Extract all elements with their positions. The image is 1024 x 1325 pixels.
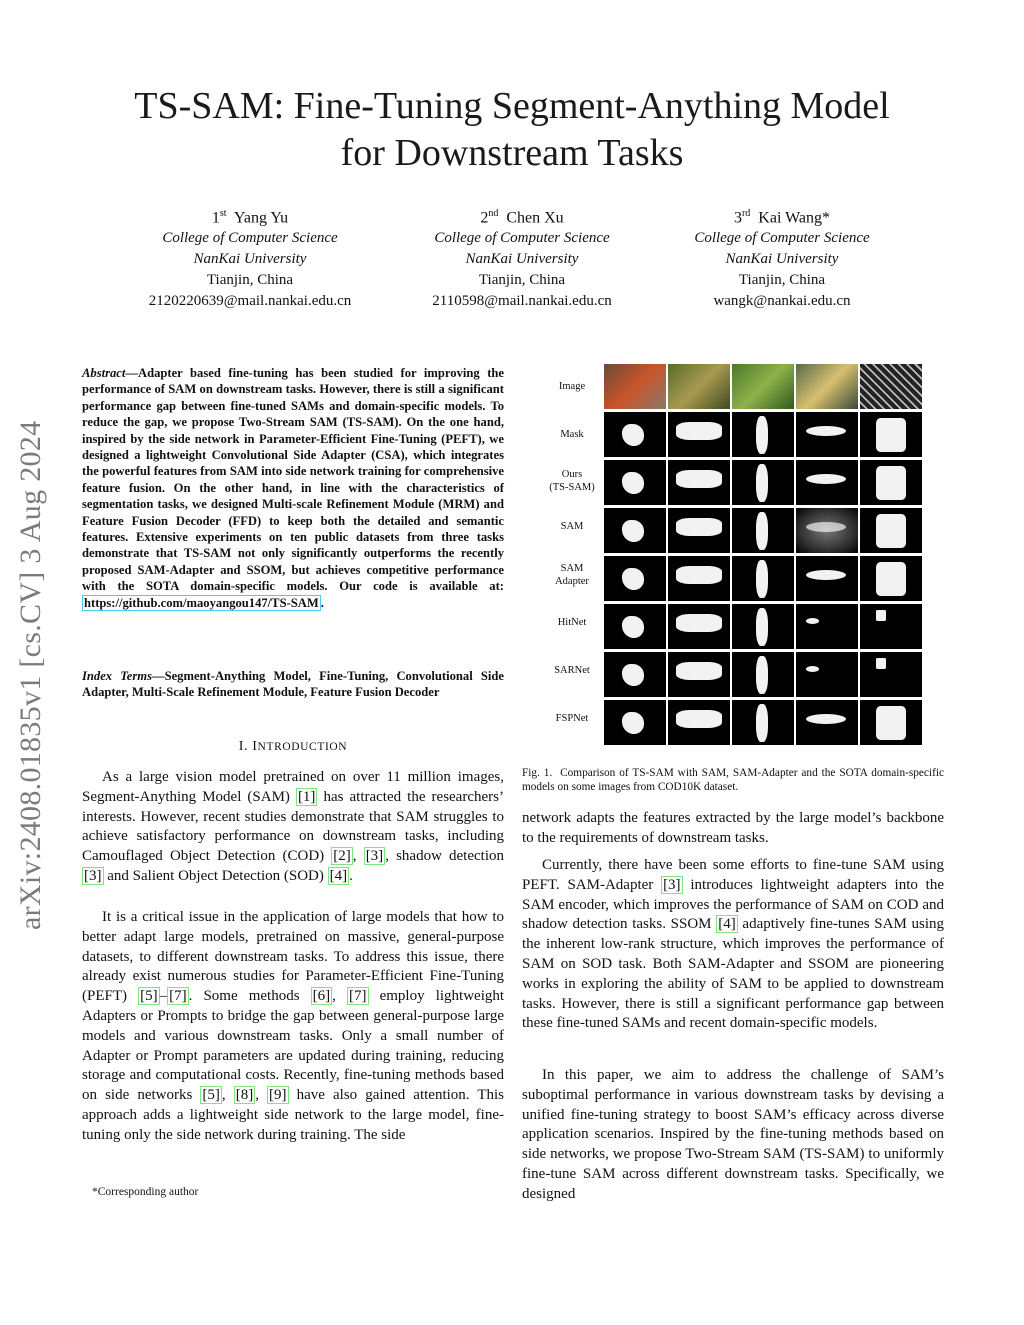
figure-mask-cell: [668, 556, 730, 601]
figure-mask-cell: [604, 556, 666, 601]
mask-blob: [806, 522, 846, 532]
right-paragraph-1: network adapts the features extracted by the large model’s backbone to the requirements of downstream tasks.: [522, 810, 944, 846]
citation-link[interactable]: [9]: [269, 1087, 287, 1104]
figure-mask-cell: [668, 508, 730, 553]
footnote: *Corresponding author: [92, 1186, 199, 1198]
mask-blob: [622, 472, 644, 494]
figure-mask-cell: [668, 460, 730, 505]
author-university: NanKai University: [465, 251, 579, 268]
mask-blob: [876, 610, 886, 621]
mask-blob: [756, 656, 768, 694]
figure-row-label: SAM: [560, 521, 584, 532]
author-ordinal: 3: [733, 209, 742, 227]
index-terms-text: —Segment-Anything Model, Fine-Tuning, Convolutional Side Adapter, Multi-Scale Refinement Module, Feature Fusion Decoder: [82, 669, 504, 700]
figure-photo-cell: [604, 364, 666, 409]
figure-mask-cell: [860, 412, 922, 457]
citation-link[interactable]: [7]: [169, 988, 187, 1005]
figure-row-label: SAM Adapter: [555, 563, 589, 587]
figure-mask-cell: [668, 652, 730, 697]
arxiv-identifier-stamp: arXiv:2408.01835v1 [cs.CV] 3 Aug 2024: [14, 420, 47, 930]
author-name-line: [392, 203, 652, 228]
mask-blob: [622, 616, 644, 638]
author-university: NanKai University: [193, 251, 307, 268]
mask-blob: [756, 608, 768, 646]
citation-link[interactable]: [2]: [333, 848, 351, 865]
figure-mask-cell: [796, 460, 858, 505]
citation-link[interactable]: [3]: [84, 867, 102, 884]
figure-mask-cell: [796, 700, 858, 745]
figure-mask-cell: [860, 556, 922, 601]
author-ordinal-suffix: nd: [488, 208, 499, 219]
index-terms: [82, 668, 504, 701]
text-run: ,: [352, 848, 364, 865]
figure-row-label: Image: [558, 381, 586, 392]
author-block-2: [392, 203, 652, 312]
mask-blob: [806, 474, 846, 484]
mask-blob: [756, 416, 768, 454]
mask-blob: [676, 470, 722, 488]
figure-mask-cell: [732, 604, 794, 649]
author-university: NanKai University: [725, 251, 839, 268]
right-paragraph-2: [522, 856, 944, 1034]
author-city: Tianjin, China: [738, 272, 826, 289]
figure-mask-cell: [668, 412, 730, 457]
text-run: –: [159, 988, 168, 1005]
figure-mask-cell: [860, 460, 922, 505]
figure-mask-cell: [604, 412, 666, 457]
author-department: College of Computer Science: [694, 230, 870, 247]
author-ordinal: 2: [480, 209, 489, 227]
mask-blob: [806, 570, 846, 580]
mask-blob: [676, 518, 722, 536]
figure-mask-cell: [860, 652, 922, 697]
citation-link[interactable]: [3]: [365, 848, 384, 865]
author-name: Yang Yu: [233, 209, 289, 227]
author-ordinal-suffix: rd: [741, 208, 751, 219]
figure-row-label: SARNet: [554, 665, 590, 676]
mask-blob: [676, 614, 722, 632]
figure-mask-cell: [732, 460, 794, 505]
section-title-rest: NTRODUCTION: [257, 741, 348, 753]
mask-blob: [876, 706, 906, 740]
figure-mask-cell: [796, 508, 858, 553]
mask-blob: [806, 666, 819, 672]
mask-blob: [876, 418, 906, 452]
text-run: ,: [255, 1087, 268, 1104]
figure-photo-cell: [796, 364, 858, 409]
figure-mask-cell: [668, 604, 730, 649]
mask-blob: [756, 464, 768, 502]
figure-image-grid: [604, 362, 922, 750]
mask-blob: [622, 424, 644, 446]
figure-mask-cell: [796, 604, 858, 649]
section-title-initial: I: [252, 739, 258, 754]
figure-mask-cell: [732, 652, 794, 697]
text-run: .: [349, 867, 353, 884]
citation-link[interactable]: [4]: [718, 916, 736, 933]
figure-1: [540, 362, 946, 750]
mask-blob: [676, 422, 722, 440]
author-name-line: [652, 203, 912, 228]
figure-mask-cell: [796, 652, 858, 697]
figure-mask-cell: [732, 700, 794, 745]
citation-link[interactable]: [4]: [329, 867, 348, 884]
figure-row-label: Mask: [560, 429, 584, 440]
figure-mask-cell: [604, 700, 666, 745]
right-paragraph-3: In this paper, we aim to address the challenge of SAM’s suboptimal performance in various downstream tasks by devising a unified fine-tuning strategy to boost SAM’s efficacy across diverse application scenarios. Inspired by the fine-tuning methods based on side networks, we propose Two-Stream SAM (TS-SAM) to uniformly fine-tune SAM across different downstream tasks. Specifically, we designed: [522, 1067, 944, 1202]
text-run: have also gained attention. This approach adds a lightweight side network to the large model, fine-tuning only the side network during training. The side: [82, 1087, 505, 1143]
figure-caption-label: Fig. 1.: [522, 767, 553, 779]
figure-mask-cell: [860, 604, 922, 649]
text-run: As a large vision model pretrained on over 11 million images, Segment-Anything Model (SAM): [82, 769, 504, 805]
figure-mask-cell: [668, 700, 730, 745]
title-line-1: TS-SAM: Fine-Tuning Segment-Anything Model: [134, 85, 890, 127]
figure-photo-cell: [668, 364, 730, 409]
text-run: adaptively fine-tunes SAM using the inherent low-rank structure, which improves the performance of SAM on SOD task. Both SAM-Adapter and SSOM are pioneering works in exploring the ability of SAM to be applied to downstream tasks. However, there is still a significant performance gap between these fine-tuned SAMs and recent domain-specific models.: [522, 916, 944, 1032]
abstract: [82, 365, 504, 611]
author-name: Chen Xu: [506, 209, 564, 227]
mask-blob: [876, 658, 886, 669]
text-run: introduces lightweight adapters into the SAM encoder, which improves the performance of SAM on COD and shadow detection tasks. SSOM: [522, 876, 944, 933]
figure-mask-cell: [796, 412, 858, 457]
author-ordinal: 1: [211, 209, 220, 227]
author-city: Tianjin, China: [478, 272, 566, 289]
citation-link[interactable]: [8]: [235, 1087, 254, 1104]
author-email[interactable]: wangk@nankai.edu.cn: [713, 293, 851, 310]
text-run: ,: [332, 988, 348, 1005]
intro-paragraph-2: [82, 908, 504, 1146]
figure-mask-cell: [604, 460, 666, 505]
author-email[interactable]: 2110598@mail.nankai.edu.cn: [432, 293, 612, 310]
paper-title: [0, 83, 1024, 177]
mask-blob: [676, 662, 722, 680]
text-run: Currently, there have been some efforts to fine-tune SAM using PEFT. SAM-Adapter: [522, 857, 944, 893]
mask-blob: [876, 514, 906, 548]
author-department: College of Computer Science: [162, 230, 338, 247]
citation-link[interactable]: [6]: [312, 988, 331, 1005]
author-email[interactable]: 2120220639@mail.nankai.edu.cn: [148, 293, 352, 310]
mask-blob: [622, 664, 644, 686]
author-ordinal-suffix: st: [219, 208, 227, 219]
section-heading-introduction: [82, 739, 504, 755]
mask-blob: [622, 712, 644, 734]
code-repository-link[interactable]: https://github.com/maoyangou147/TS-SAM: [84, 595, 319, 610]
figure-mask-cell: [604, 604, 666, 649]
intro-paragraph-1: [82, 768, 504, 887]
mask-blob: [876, 562, 906, 596]
citation-link[interactable]: [1]: [297, 788, 316, 805]
figure-row-label: HitNet: [557, 617, 587, 628]
abstract-end: .: [320, 595, 324, 610]
mask-blob: [756, 560, 768, 598]
text-run: , shadow detection: [385, 848, 505, 865]
abstract-text: —Adapter based fine-tuning has been studied for improving the performance of SAM on downstream tasks. However, there is still a significant performance gap between fine-tuned SAMs and domain-specific models. To reduce the gap, we propose Two-Stream SAM (TS-SAM). On the one hand, inspired by the side network in Parameter-Efficient Fine-Tuning (PEFT), we designed a lightweight Convolutional Side Adapter (CSA), which integrates the powerful features from SAM into side network training for comprehensive feature fusion. On the other hand, in line with the characteristics of segmentation tasks, we designed Multi-scale Refinement Module (MRM) and Feature Fusion Decoder (FFD) to keep both the detailed and semantic features. Extensive experiments on ten public datasets from three tasks demonstrate that TS-SAM not only significantly outperforms the recently proposed SAM-Adapter and SSOM, but achieves competitive performance with the SOTA domain-specific models. Our code is available at:: [82, 366, 504, 594]
figure-mask-cell: [860, 700, 922, 745]
figure-mask-cell: [604, 508, 666, 553]
author-name: Kai Wang*: [758, 209, 831, 227]
mask-blob: [756, 512, 768, 550]
citation-link[interactable]: [5]: [202, 1087, 220, 1104]
abstract-label: Abstract: [82, 366, 126, 380]
figure-mask-cell: [604, 652, 666, 697]
citation-link[interactable]: [7]: [349, 988, 367, 1005]
figure-mask-cell: [732, 556, 794, 601]
mask-blob: [806, 714, 846, 724]
text-run: It is a critical issue in the application of large models that how to better adapt large models, pretrained on massive, general-purpose datasets, to different downstream tasks. To address this issue, there already exist numerous studies for Parameter-Efficient Fine-Tuning (PEFT): [82, 909, 504, 1005]
figure-photo-cell: [732, 364, 794, 409]
text-run: has attracted the researchers’ interests. However, recent studies demonstrate that SAM struggles to achieve satisfactory performance on downstream tasks, including Camouflaged Object Detection (COD): [82, 788, 504, 865]
text-run: and Salient Object Detection (SOD): [103, 867, 328, 884]
mask-blob: [806, 426, 846, 436]
text-run: ,: [221, 1087, 234, 1104]
author-city: Tianjin, China: [206, 272, 294, 289]
mask-blob: [876, 466, 906, 500]
mask-blob: [676, 710, 722, 728]
figure-photo-cell: [860, 364, 922, 409]
index-terms-label: Index Terms: [82, 669, 152, 683]
figure-mask-cell: [860, 508, 922, 553]
figure-caption-text: Comparison of TS-SAM with SAM, SAM-Adapter and the SOTA domain-specific models on some images from COD10K dataset.: [522, 767, 944, 793]
text-run: employ lightweight Adapters or Prompts to bridge the gap between general-purpose large models and various downstream tasks. Only a small number of Adapter or Prompt parameters are updated during training, reducing storage and computational costs. Recently, fine-tuning methods based on side networks: [82, 988, 505, 1104]
figure-row-label: Ours (TS-SAM): [549, 469, 595, 493]
author-block-1: [120, 203, 380, 312]
citation-link[interactable]: [5]: [140, 988, 158, 1005]
citation-link[interactable]: [3]: [663, 876, 681, 893]
mask-blob: [622, 520, 644, 542]
mask-blob: [806, 618, 819, 624]
mask-blob: [676, 566, 722, 584]
title-line-2: for Downstream Tasks: [340, 132, 684, 174]
author-department: College of Computer Science: [434, 230, 610, 247]
figure-mask-cell: [732, 412, 794, 457]
figure-row-label: FSPNet: [555, 713, 589, 724]
author-block-3: [652, 203, 912, 312]
section-number: I.: [238, 739, 249, 754]
figure-mask-cell: [732, 508, 794, 553]
mask-blob: [622, 568, 644, 590]
text-run: . Some methods: [188, 988, 311, 1005]
author-name-line: [120, 203, 380, 228]
figure-mask-cell: [796, 556, 858, 601]
figure-caption: [522, 766, 944, 794]
mask-blob: [756, 704, 768, 742]
